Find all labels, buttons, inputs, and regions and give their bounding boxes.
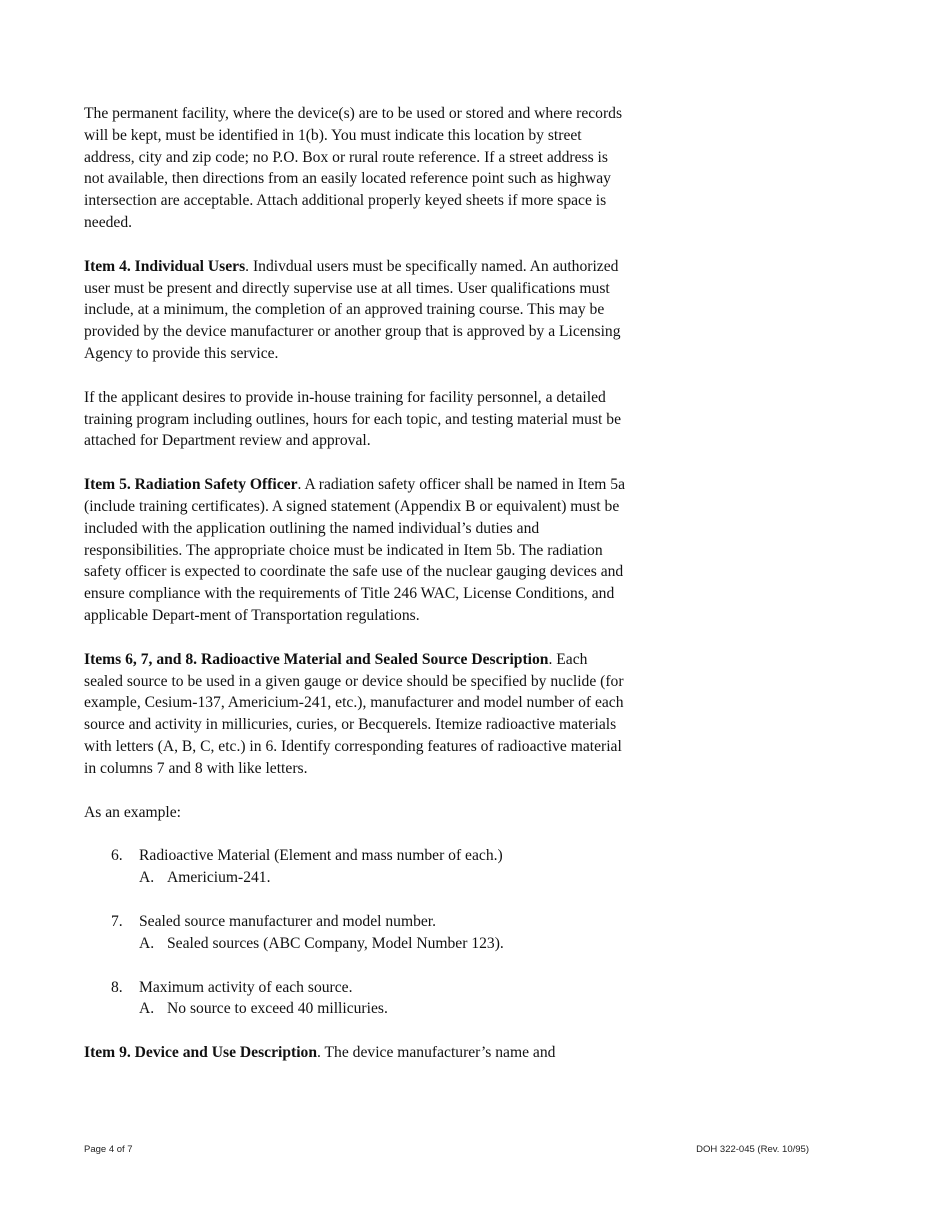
item-5-heading: Item 5. Radiation Safety Officer xyxy=(84,476,298,494)
sub-item-letter: A. xyxy=(139,869,155,887)
sub-item-text: Americium-241. xyxy=(167,869,271,887)
items-6-7-8-paragraph xyxy=(84,649,629,780)
list-item-text: Sealed source manufacturer and model number. xyxy=(139,912,437,930)
list-item-text: Maximum activity of each source. xyxy=(139,978,353,996)
item-4-heading: Item 4. Individual Users xyxy=(84,257,246,275)
document-body xyxy=(84,103,629,1086)
sub-item-letter: A. xyxy=(139,934,155,952)
facility-paragraph: The permanent facility, where the device(s) are to be used or stored and where records will be kept, must be identified in 1(b). You must indicate this location by street address, city and zip code; no P.O. Box or rural route reference. If a street address is not available, then directions from an easily located reference point such as highway intersection are acceptable. Attach additional properly keyed sheets if more space is needed. xyxy=(84,105,623,231)
items-6-7-8-heading: Items 6, 7, and 8. Radioactive Material and Sealed Source Description xyxy=(84,650,549,668)
list-item xyxy=(84,977,629,1021)
example-list xyxy=(84,845,629,1020)
list-item-text: Radioactive Material (Element and mass number of each.) xyxy=(139,847,503,865)
page-number: Page 4 of 7 xyxy=(84,1144,133,1155)
list-item xyxy=(84,911,629,955)
item-4-text: . Indivdual users must be specifically named. An authorized user must be present and directly supervise use at all times. User qualifications must include, at a minimum, the completion of an approved training course. This may be provided by the device manufacturer or another group that is approved by a Licensing Agency to provide this service. xyxy=(84,257,621,362)
in-house-training-paragraph: If the applicant desires to provide in-house training for facility personnel, a detailed training program including outlines, hours for each topic, and testing material must be attached for Department review and approval. xyxy=(84,388,621,450)
item-9-heading: Item 9. Device and Use Description xyxy=(84,1044,318,1062)
form-identifier: DOH 322-045 (Rev. 10/95) xyxy=(696,1144,809,1155)
item-9-paragraph xyxy=(84,1042,629,1064)
sub-item-letter: A. xyxy=(139,1000,155,1018)
items-6-7-8-text: . Each sealed source to be used in a given gauge or device should be specified by nuclide (for example, Cesium-137, Americium-241, etc.), manufacturer and model number of each source and activity in millicuries, curies, or Becquerels. Itemize radioactive materials with letters (A, B, C, etc.) in 6. Identify corresponding features of radioactive material in columns 7 and 8 with like letters. xyxy=(84,650,624,777)
item-5-paragraph xyxy=(84,474,629,627)
item-5-text: . A radiation safety officer shall be named in Item 5a (include training certificates). A signed statement (Appendix B or equivalent) must be included with the application outlining the named individual’s duties and responsibilities. The appropriate choice must be indicated in Item 5b. The radiation safety officer is expected to coordinate the safe use of the nuclear gauging devices and ensure compliance with the requirements of Title 246 WAC, License Conditions, and applicable Depart-ment of Transportation regulations. xyxy=(84,476,626,624)
list-item-number: 8. xyxy=(111,978,123,996)
list-item-number: 7. xyxy=(111,912,123,930)
list-item-number: 6. xyxy=(111,847,123,865)
list-item xyxy=(84,845,629,889)
example-intro: As an example: xyxy=(84,803,181,821)
sub-item-text: No source to exceed 40 millicuries. xyxy=(167,1000,388,1018)
item-9-text: . The device manufacturer’s name and xyxy=(317,1044,556,1062)
sub-item-text: Sealed sources (ABC Company, Model Number 123). xyxy=(167,934,504,952)
item-4-paragraph xyxy=(84,256,629,365)
